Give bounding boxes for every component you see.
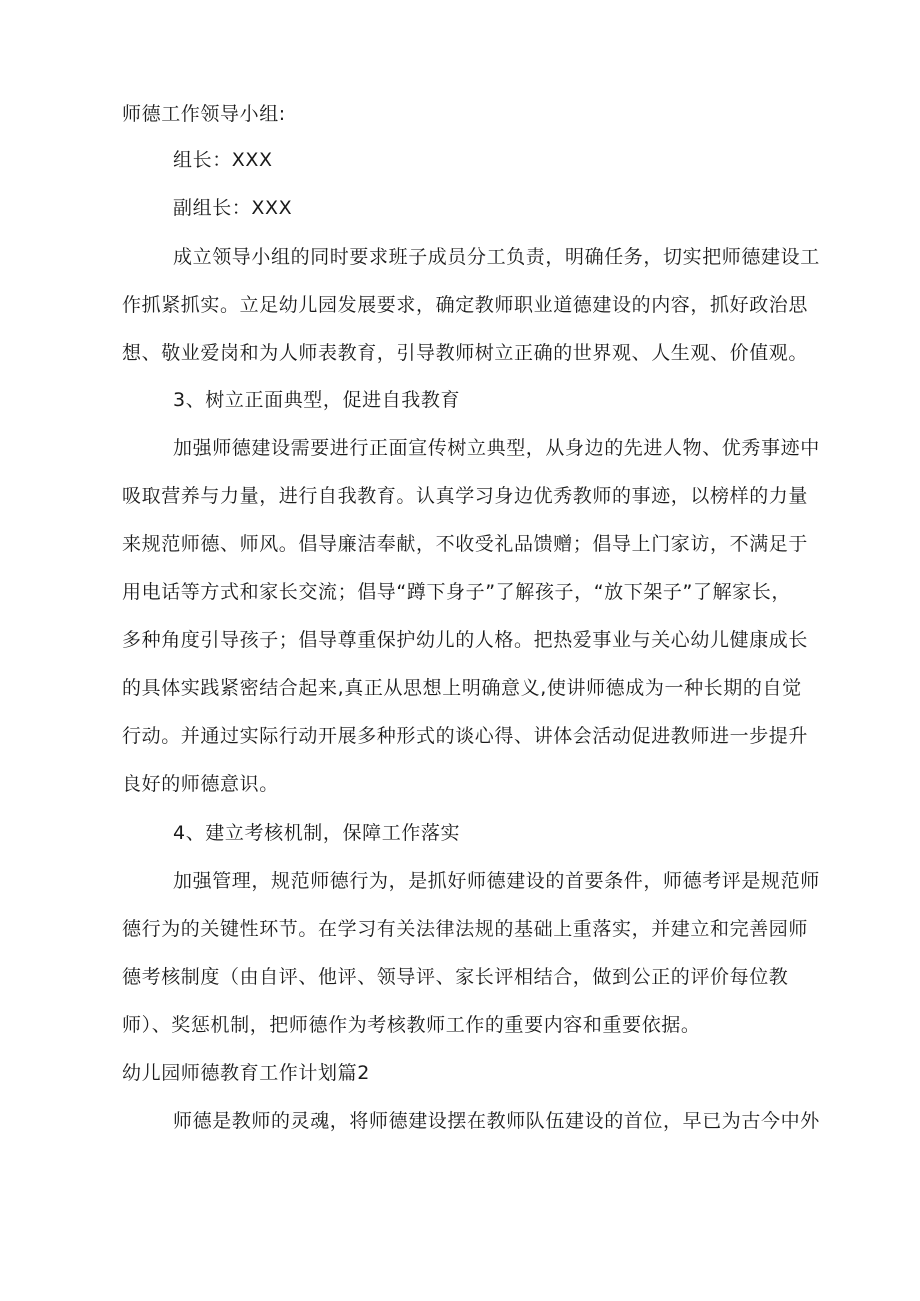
paragraph-line: 德考核制度（由自评、他评、领导评、家长评相结合，做到公正的评价每位教 [122, 966, 789, 988]
paragraph-line: 吸取营养与力量，进行自我教育。认真学习身边优秀教师的事迹，以榜样的力量 [122, 485, 809, 507]
paragraph-line: 师德是教师的灵魂，将师德建设摆在教师队伍建设的首位，早已为古今中外 [173, 1110, 820, 1132]
leadership-group-title: 师德工作领导小组: [122, 103, 286, 125]
paragraph-line: 多种角度引导孩子；倡导尊重保护幼儿的人格。把热爱事业与关心幼儿健康成长 [122, 629, 809, 651]
vice-group-leader-line: 副组长：XXX [173, 197, 293, 219]
section-heading: 4、建立考核机制，保障工作落实 [173, 822, 461, 844]
plan-title: 幼儿园师德教育工作计划篇2 [122, 1062, 370, 1084]
paragraph-line: 加强管理，规范师德行为，是抓好师德建设的首要条件，师德考评是规范师 [173, 870, 820, 892]
section-heading: 3、树立正面典型，促进自我教育 [173, 389, 461, 411]
group-leader-line: 组长：XXX [173, 149, 273, 171]
paragraph-line: 想、敬业爱岗和为人师表教育，引导教师树立正确的世界观、人生观、价值观。 [122, 342, 809, 364]
paragraph-line: 来规范师德、师风。倡导廉洁奉献，不收受礼品馈赠；倡导上门家访，不满足于 [122, 533, 809, 555]
paragraph-line: 加强师德建设需要进行正面宣传树立典型，从身边的先进人物、优秀事迹中 [173, 437, 820, 459]
paragraph-line: 的具体实践紧密结合起来,真正从思想上明确意义,使讲师德成为一种长期的自觉 [122, 677, 802, 699]
paragraph-line: 作抓紧抓实。立足幼儿园发展要求，确定教师职业道德建设的内容，抓好政治思 [122, 294, 809, 316]
paragraph-line: 成立领导小组的同时要求班子成员分工负责，明确任务，切实把师德建设工 [173, 246, 820, 268]
paragraph-line: 行动。并通过实际行动开展多种形式的谈心得、讲体会活动促进教师进一步提升 [122, 725, 809, 747]
paragraph-line: 用电话等方式和家长交流；倡导“蹲下身子”了解孩子，“放下架子”了解家长， [122, 581, 791, 603]
paragraph-line: 德行为的关键性环节。在学习有关法律法规的基础上重落实，并建立和完善园师 [122, 918, 809, 940]
paragraph-line: 良好的师德意识。 [122, 773, 279, 795]
paragraph-line: 师）、奖惩机制，把师德作为考核教师工作的重要内容和重要依据。 [122, 1014, 701, 1036]
